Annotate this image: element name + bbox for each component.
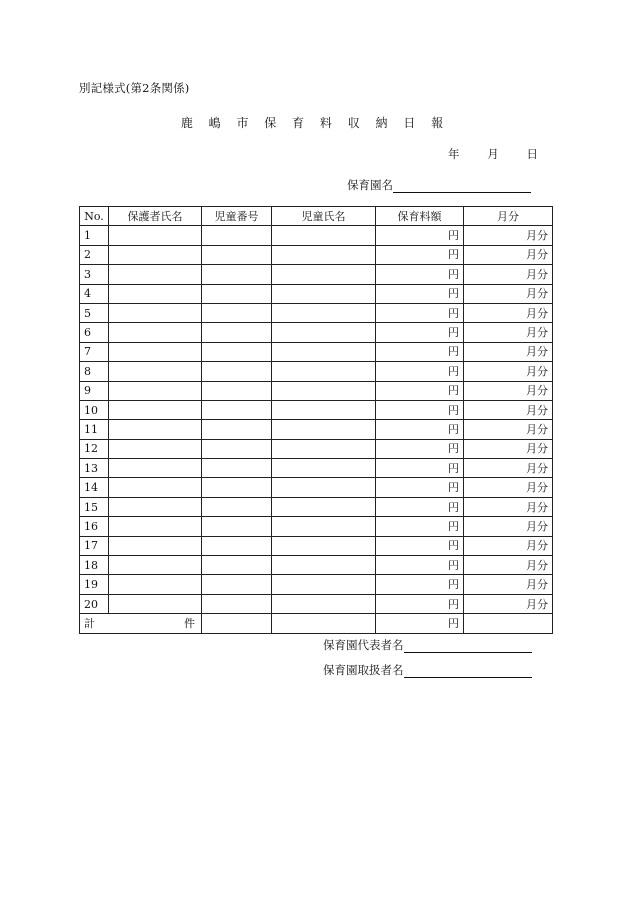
child-number-cell (202, 245, 272, 264)
child-number-cell (202, 226, 272, 245)
guardian-name-cell (109, 362, 202, 381)
row-no: 3 (80, 265, 109, 284)
child-name-cell (272, 303, 376, 322)
month-cell: 月分 (464, 362, 553, 381)
handler-signature-line (323, 662, 532, 678)
child-number-cell (202, 439, 272, 458)
guardian-name-cell (109, 284, 202, 303)
child-name-cell (272, 342, 376, 361)
row-no: 17 (80, 536, 109, 555)
row-no: 10 (80, 400, 109, 419)
month-cell: 月分 (464, 517, 553, 536)
child-name-cell (272, 439, 376, 458)
header-no: No. (80, 207, 109, 226)
child-name-cell (272, 459, 376, 478)
table-row (80, 497, 553, 516)
total-fee-cell: 円 (376, 614, 464, 633)
row-no: 16 (80, 517, 109, 536)
guardian-name-cell (109, 342, 202, 361)
row-no: 2 (80, 245, 109, 264)
month-cell: 月分 (464, 226, 553, 245)
fee-amount-cell: 円 (376, 439, 464, 458)
child-name-cell (272, 245, 376, 264)
month-cell: 月分 (464, 478, 553, 497)
total-count-unit: 件 (184, 616, 195, 630)
row-no: 15 (80, 497, 109, 516)
guardian-name-cell (109, 517, 202, 536)
total-child-number-cell (202, 614, 272, 633)
row-no: 1 (80, 226, 109, 245)
child-number-cell (202, 556, 272, 575)
fee-amount-cell: 円 (376, 478, 464, 497)
date-year-label: 年 (448, 147, 460, 161)
child-name-cell (272, 594, 376, 613)
header-child-number: 児童番号 (202, 207, 272, 226)
fee-amount-cell: 円 (376, 400, 464, 419)
header-month: 月分 (464, 207, 553, 226)
total-label: 計 (84, 616, 95, 630)
representative-signature-line (323, 637, 532, 653)
child-number-cell (202, 303, 272, 322)
fee-amount-cell: 円 (376, 226, 464, 245)
row-no: 5 (80, 303, 109, 322)
table-header-row (80, 207, 553, 226)
total-label-cell (80, 614, 202, 633)
date-month-label: 月 (487, 147, 499, 161)
total-row (80, 614, 553, 633)
child-name-cell (272, 381, 376, 400)
guardian-name-cell (109, 536, 202, 555)
table-row (80, 265, 553, 284)
month-cell: 月分 (464, 420, 553, 439)
fee-amount-cell: 円 (376, 420, 464, 439)
guardian-name-cell (109, 439, 202, 458)
header-guardian-name: 保護者氏名 (109, 207, 202, 226)
nursery-name-line (347, 177, 531, 193)
child-number-cell (202, 381, 272, 400)
month-cell: 月分 (464, 594, 553, 613)
table-row (80, 575, 553, 594)
month-cell: 月分 (464, 439, 553, 458)
fee-amount-cell: 円 (376, 497, 464, 516)
fee-amount-cell: 円 (376, 303, 464, 322)
guardian-name-cell (109, 303, 202, 322)
child-name-cell (272, 362, 376, 381)
fee-amount-cell: 円 (376, 245, 464, 264)
table-row (80, 536, 553, 555)
child-number-cell (202, 575, 272, 594)
month-cell: 月分 (464, 497, 553, 516)
guardian-name-cell (109, 459, 202, 478)
nursery-name-label: 保育園名 (347, 178, 393, 192)
child-number-cell (202, 400, 272, 419)
guardian-name-cell (109, 400, 202, 419)
table-row (80, 284, 553, 303)
child-number-cell (202, 536, 272, 555)
table-row (80, 362, 553, 381)
table-row (80, 459, 553, 478)
fee-amount-cell: 円 (376, 381, 464, 400)
row-no: 4 (80, 284, 109, 303)
table-row (80, 400, 553, 419)
table-body (80, 226, 553, 633)
fee-amount-cell: 円 (376, 265, 464, 284)
guardian-name-cell (109, 245, 202, 264)
fee-amount-cell: 円 (376, 342, 464, 361)
fee-amount-cell: 円 (376, 575, 464, 594)
child-name-cell (272, 556, 376, 575)
child-number-cell (202, 594, 272, 613)
table-row (80, 245, 553, 264)
month-cell: 月分 (464, 575, 553, 594)
representative-label: 保育園代表者名 (323, 638, 404, 652)
handler-label: 保育園取扱者名 (323, 663, 404, 677)
fee-amount-cell: 円 (376, 556, 464, 575)
month-cell: 月分 (464, 303, 553, 322)
date-line (448, 146, 538, 162)
table-row (80, 556, 553, 575)
month-cell: 月分 (464, 381, 553, 400)
child-name-cell (272, 497, 376, 516)
table-row (80, 342, 553, 361)
total-child-name-cell (272, 614, 376, 633)
month-cell: 月分 (464, 342, 553, 361)
child-number-cell (202, 362, 272, 381)
child-name-cell (272, 400, 376, 419)
total-month-cell (464, 614, 553, 633)
row-no: 6 (80, 323, 109, 342)
child-name-cell (272, 536, 376, 555)
month-cell: 月分 (464, 536, 553, 555)
table-row (80, 517, 553, 536)
child-number-cell (202, 459, 272, 478)
report-table (79, 206, 553, 634)
fee-amount-cell: 円 (376, 362, 464, 381)
guardian-name-cell (109, 594, 202, 613)
child-number-cell (202, 342, 272, 361)
table-row (80, 323, 553, 342)
child-name-cell (272, 284, 376, 303)
table-row (80, 381, 553, 400)
row-no: 19 (80, 575, 109, 594)
child-number-cell (202, 420, 272, 439)
guardian-name-cell (109, 556, 202, 575)
header-child-name: 児童氏名 (272, 207, 376, 226)
fee-amount-cell: 円 (376, 284, 464, 303)
row-no: 8 (80, 362, 109, 381)
child-number-cell (202, 497, 272, 516)
fee-amount-cell: 円 (376, 323, 464, 342)
fee-amount-cell: 円 (376, 594, 464, 613)
child-name-cell (272, 265, 376, 284)
fee-amount-cell: 円 (376, 536, 464, 555)
month-cell: 月分 (464, 556, 553, 575)
nursery-name-blank (393, 180, 531, 193)
table-row (80, 420, 553, 439)
table-row (80, 439, 553, 458)
month-cell: 月分 (464, 245, 553, 264)
month-cell: 月分 (464, 265, 553, 284)
document-title: 鹿 嶋 市 保 育 料 収 納 日 報 (180, 116, 450, 130)
child-name-cell (272, 420, 376, 439)
child-number-cell (202, 323, 272, 342)
row-no: 18 (80, 556, 109, 575)
child-name-cell (272, 478, 376, 497)
month-cell: 月分 (464, 400, 553, 419)
guardian-name-cell (109, 265, 202, 284)
month-cell: 月分 (464, 284, 553, 303)
date-day-label: 日 (526, 147, 538, 161)
row-no: 13 (80, 459, 109, 478)
guardian-name-cell (109, 497, 202, 516)
child-name-cell (272, 226, 376, 245)
child-name-cell (272, 575, 376, 594)
table-row (80, 478, 553, 497)
form-label: 別記様式(第2条関係) (79, 81, 190, 95)
row-no: 12 (80, 439, 109, 458)
guardian-name-cell (109, 575, 202, 594)
guardian-name-cell (109, 226, 202, 245)
header-fee-amount: 保育料額 (376, 207, 464, 226)
child-number-cell (202, 478, 272, 497)
guardian-name-cell (109, 323, 202, 342)
child-number-cell (202, 517, 272, 536)
row-no: 20 (80, 594, 109, 613)
representative-blank (404, 640, 532, 653)
fee-amount-cell: 円 (376, 517, 464, 536)
guardian-name-cell (109, 478, 202, 497)
guardian-name-cell (109, 420, 202, 439)
guardian-name-cell (109, 381, 202, 400)
table-row (80, 303, 553, 322)
row-no: 11 (80, 420, 109, 439)
row-no: 14 (80, 478, 109, 497)
row-no: 7 (80, 342, 109, 361)
month-cell: 月分 (464, 459, 553, 478)
fee-amount-cell: 円 (376, 459, 464, 478)
child-number-cell (202, 284, 272, 303)
handler-blank (404, 665, 532, 678)
table-row (80, 226, 553, 245)
table-row (80, 594, 553, 613)
child-name-cell (272, 517, 376, 536)
month-cell: 月分 (464, 323, 553, 342)
row-no: 9 (80, 381, 109, 400)
child-name-cell (272, 323, 376, 342)
child-number-cell (202, 265, 272, 284)
